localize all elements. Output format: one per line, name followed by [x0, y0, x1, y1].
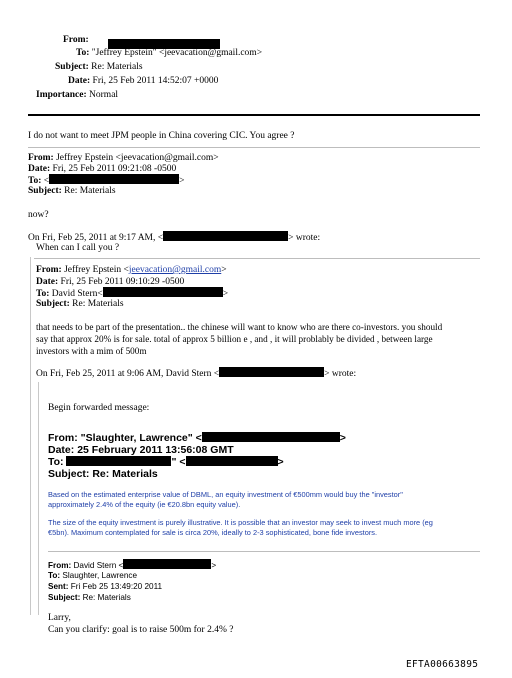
forward-subject-value: Re: Materials: [92, 468, 158, 480]
forward-from-end: >: [339, 432, 346, 444]
redaction-forward-to-2: [186, 456, 278, 466]
message3-from-end: >: [221, 265, 227, 275]
message3-date-label: Date:: [36, 277, 59, 287]
message2-quote-body: When can I call you ?: [36, 243, 120, 253]
redaction-message2-quote: [163, 231, 288, 241]
forward-from: [48, 432, 346, 444]
message3-quote-intro: [36, 367, 356, 380]
redaction-message3-quote: [219, 367, 324, 377]
message3-subject: [36, 298, 124, 310]
message3-from-name: Jeffrey Epstein <: [64, 265, 129, 275]
forward-para1-line2: approximately 2.4% of the equity (ie €20.8bn equity value).: [48, 500, 241, 509]
forward-from-value: "Slaughter, Lawrence" <: [80, 432, 202, 444]
forward-divider: [48, 551, 480, 552]
message2-subject: [28, 185, 116, 197]
inner-from-label: From:: [48, 561, 72, 570]
inner-subject-value: Re: Materials: [82, 593, 131, 602]
message3-body-line1: that needs to be part of the presentation.. the chinese will want to know who are there co-investors. you should: [36, 322, 443, 332]
document-id: EFTA00663895: [406, 659, 479, 670]
inner-sent-value: Fri Feb 25 13:49:20 2011: [70, 582, 163, 591]
header-divider: [28, 114, 480, 116]
inner-from-end: >: [211, 561, 217, 570]
message2-quote-intro-end: > wrote:: [288, 233, 321, 243]
inner-to: [48, 570, 137, 581]
message3-subject-value: Re: Materials: [72, 299, 124, 309]
header-date-value: Fri, 25 Feb 2011 14:52:07 +0000: [92, 76, 219, 86]
message2-date-label: Date:: [28, 164, 51, 174]
forward-date-label: Date:: [48, 444, 75, 456]
forward-date-value: 25 February 2011 13:56:08 GMT: [77, 444, 234, 456]
message2-subject-label: Subject:: [28, 186, 62, 196]
forward-para1-line1: Based on the estimated enterprise value of DBML, an equity investment of €500mm would buy the "investor": [48, 490, 403, 499]
message2-date-value: Fri, 25 Feb 2011 09:21:08 -0500: [52, 164, 177, 174]
message2-to-suffix: >: [179, 176, 185, 186]
redaction-message3-to: [103, 287, 223, 297]
inner-sent: [48, 581, 162, 592]
message1-divider: [28, 147, 480, 148]
header-date: [68, 75, 218, 87]
message3-from-email-link[interactable]: jeevacation@gmail.com: [128, 265, 222, 275]
inner-to-label: To:: [48, 571, 61, 580]
forward-to-mid: " <: [171, 456, 186, 468]
inner-subject: [48, 592, 131, 603]
message3-quote-intro-text: On Fri, Feb 25, 2011 at 9:06 AM, David Stern <: [36, 369, 220, 379]
message2-to-prefix: <: [43, 176, 50, 186]
message2-divider: [34, 258, 480, 259]
header-date-label: Date:: [68, 76, 91, 86]
inner-sent-label: Sent:: [48, 582, 69, 591]
forward-to-label: To:: [48, 456, 64, 468]
header-importance-value: Normal: [89, 90, 119, 100]
header-subject-label: Subject:: [55, 62, 89, 72]
redaction-inner-from: [123, 559, 211, 569]
message3-subject-label: Subject:: [36, 299, 70, 309]
inner-body: Can you clarify: goal is to raise 500m for 2.4% ?: [48, 625, 234, 635]
message3-to-end: >: [222, 289, 229, 299]
forward-to-end: >: [277, 456, 284, 468]
header-subject: [55, 61, 143, 73]
message3-from: [36, 264, 227, 276]
message2-from-value: Jeffrey Epstein <jeevacation@gmail.com>: [56, 153, 219, 163]
inner-to-value: Slaughter, Lawrence: [62, 571, 138, 580]
forward-para2-line2: €5bn). Maximum contemplated for sale is circa 20%, ideally to 2-3 sophisticated, bone fide investors.: [48, 528, 378, 537]
forward-to: [48, 456, 284, 468]
message3-forwarded: Begin forwarded message:: [48, 403, 150, 413]
forward-para2-line1: The size of the equity investment is purely illustrative. It is possible that an investor may seek to invest much more (eg: [48, 518, 433, 527]
inner-subject-label: Subject:: [48, 593, 81, 602]
header-to-value: "Jeffrey Epstein" <jeevacation@gmail.com>: [91, 48, 263, 58]
forward-subject: [48, 468, 158, 480]
message2-subject-value: Re: Materials: [64, 186, 116, 196]
inner-from-value: David Stern <: [73, 561, 124, 570]
quote-bar-inner: [38, 382, 39, 615]
header-from-label: From:: [63, 35, 89, 45]
redaction-message2-to: [49, 174, 179, 184]
message2-body: now?: [28, 210, 49, 220]
quote-bar-outer: [30, 257, 31, 615]
redaction-forward-to-1: [66, 456, 171, 466]
header-to: [76, 47, 262, 59]
message2-to-label: To:: [28, 176, 42, 186]
message1-body: I do not want to meet JPM people in China covering CIC. You agree ?: [28, 131, 295, 141]
message2-quote-intro-text: On Fri, Feb 25, 2011 at 9:17 AM, <: [28, 233, 164, 243]
header-importance-label: Importance:: [36, 90, 87, 100]
message3-to-value: David Stern<: [51, 289, 103, 299]
redaction-forward-from: [202, 432, 340, 442]
forward-subject-label: Subject:: [48, 468, 90, 480]
message3-body-line3: investors with a mim of 500m: [36, 346, 147, 356]
header-subject-value: Re: Materials: [91, 62, 143, 72]
forward-from-label: From:: [48, 432, 78, 444]
message3-date-value: Fri, 25 Feb 2011 09:10:29 -0500: [60, 277, 185, 287]
header-to-label: To:: [76, 48, 90, 58]
header-importance: [36, 89, 118, 101]
message2-from-label: From:: [28, 153, 54, 163]
inner-salutation: Larry,: [48, 613, 71, 623]
forward-date: [48, 444, 234, 456]
message3-from-label: From:: [36, 265, 62, 275]
message3-to-label: To:: [36, 289, 50, 299]
message3-quote-intro-end: > wrote:: [324, 369, 357, 379]
message3-body-line2: say that approx 20% is for sale. total of approx 5 billion e , and , it will problably be divided , between large: [36, 334, 433, 344]
